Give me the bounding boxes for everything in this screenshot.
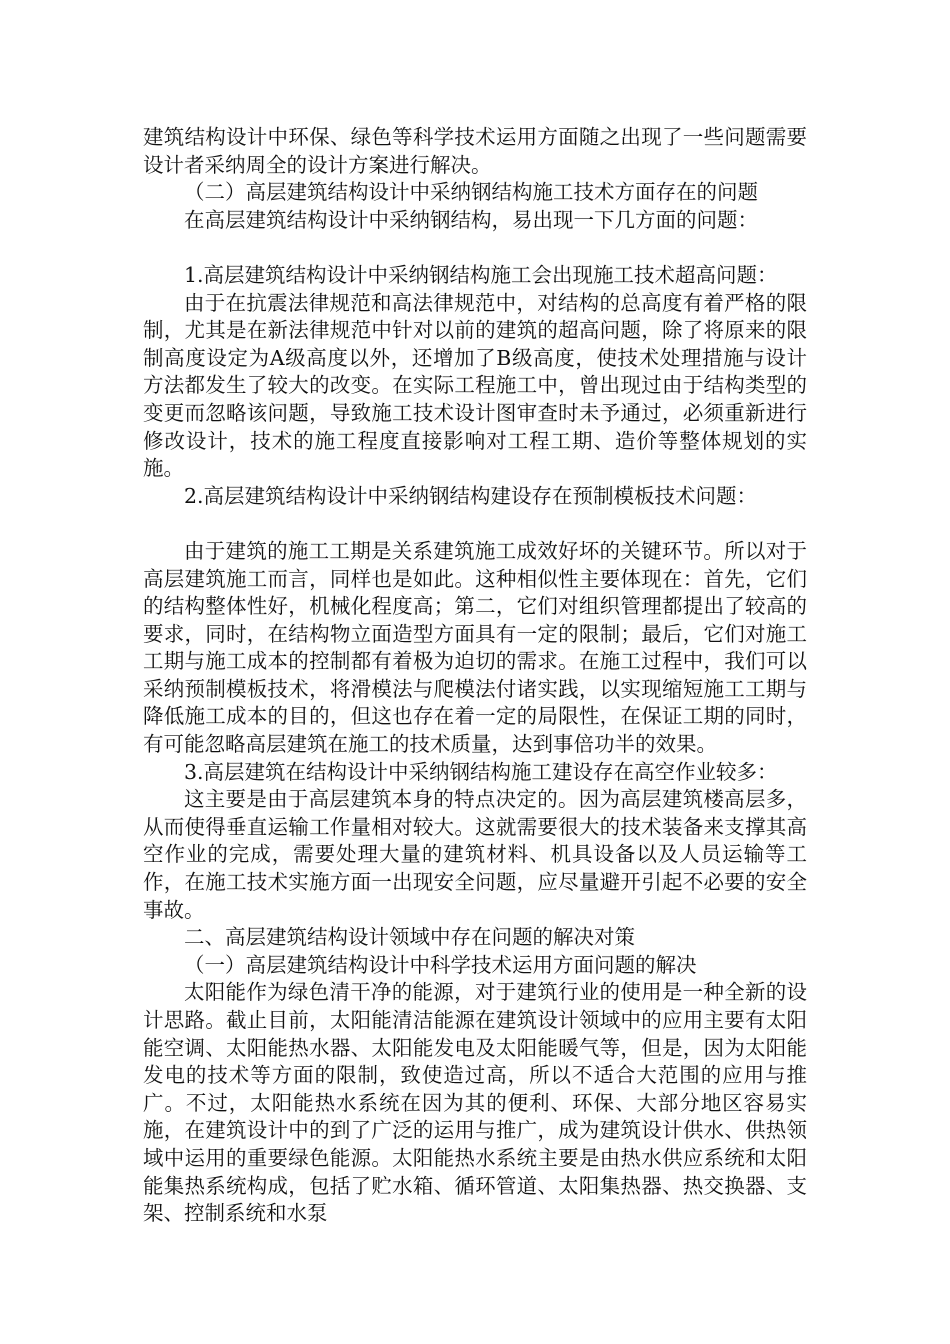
- paragraph-8-item-3: 3.高层建筑在结构设计中采纳钢结构施工建设存在高空作业较多：: [184, 759, 778, 784]
- paragraph-7: 由于建筑的施工工期是关系建筑施工成效好坏的关键环节。所以对于高层建筑施工而言，同样也是如此。这种相似性主要体现在：首先，它们的结构整体性好，机械化程度高；第二，它们对组织管理都提出了较高的要求，同时，在结构物立面造型方面具有一定的限制；最后，它们对施工工期与施工成本的控制都有着极为迫切的需求。在施工过程中，我们可以采纳预制模板技术，将滑模法与爬模法付诸实践，以实现缩短施工工期与降低施工成本的目的，但这也存在着一定的局限性，在保证工期的同时，有可能忽略高层建筑在施工的技术质量，达到事倍功半的效果。: [143, 538, 807, 757]
- section-heading-2: 二、高层建筑结构设计领域中存在问题的解决对策: [184, 925, 635, 950]
- subsection-heading-1: （一）高层建筑结构设计中科学技术运用方面问题的解决: [184, 952, 697, 977]
- document-body: [143, 124, 807, 1228]
- paragraph-9: 这主要是由于高层建筑本身的特点决定的。因为高层建筑楼高层多，从而使得垂直运输工作量相对较大。这就需要很大的技术装备来支撑其高空作业的完成，需要处理大量的建筑材料、机具设备以及人员运输等工作，在施工技术实施方面一出现安全问题，应尽量避开引起不必要的安全事故。: [143, 787, 807, 922]
- paragraph-12: 太阳能作为绿色清干净的能源，对于建筑行业的使用是一种全新的设计思路。截止目前，太阳能清洁能源在建筑设计领域中的应用主要有太阳能空调、太阳能热水器、太阳能发电及太阳能暖气等，但是，因为太阳能发电的技术等方面的限制，致使造过高，所以不适合大范围的应用与推广。不过，太阳能热水系统在因为其的便利、环保、大部分地区容易实施，在建筑设计中的到了广泛的运用与推广，成为建筑设计供水、供热领域中运用的重要绿色能源。太阳能热水系统主要是由热水供应系统和太阳能集热系统构成，包括了贮水箱、循环管道、太阳集热器、热交换器、支架、控制系统和水泵: [143, 980, 807, 1226]
- paragraph-6-item-2: 2.高层建筑结构设计中采纳钢结构建设存在预制模板技术问题：: [184, 483, 758, 508]
- paragraph-3: 在高层建筑结构设计中采纳钢结构，易出现一下几方面的问题：: [184, 207, 758, 232]
- paragraph-5: 由于在抗震法律规范和高法律规范中，对结构的总高度有着严格的限制，尤其是在新法律规范中针对以前的建筑的超高问题，除了将原来的限制高度设定为A级高度以外，还增加了B级高度，使技术处理措施与设计方法都发生了较大的改变。在实际工程施工中，曾出现过由于结构类型的变更而忽略该问题，导致施工技术设计图审查时未予通过，必须重新进行修改设计，技术的施工程度直接影响对工程工期、造价等整体规划的实施。: [143, 290, 807, 481]
- paragraph-4-item-1: 1.高层建筑结构设计中采纳钢结构施工会出现施工技术超高问题：: [184, 262, 778, 287]
- paragraph-1: 建筑结构设计中环保、绿色等科学技术运用方面随之出现了一些问题需要设计者采纳周全的设计方案进行解决。: [143, 125, 807, 177]
- paragraph-2-heading: （二）高层建筑结构设计中采纳钢结构施工技术方面存在的问题: [184, 180, 758, 205]
